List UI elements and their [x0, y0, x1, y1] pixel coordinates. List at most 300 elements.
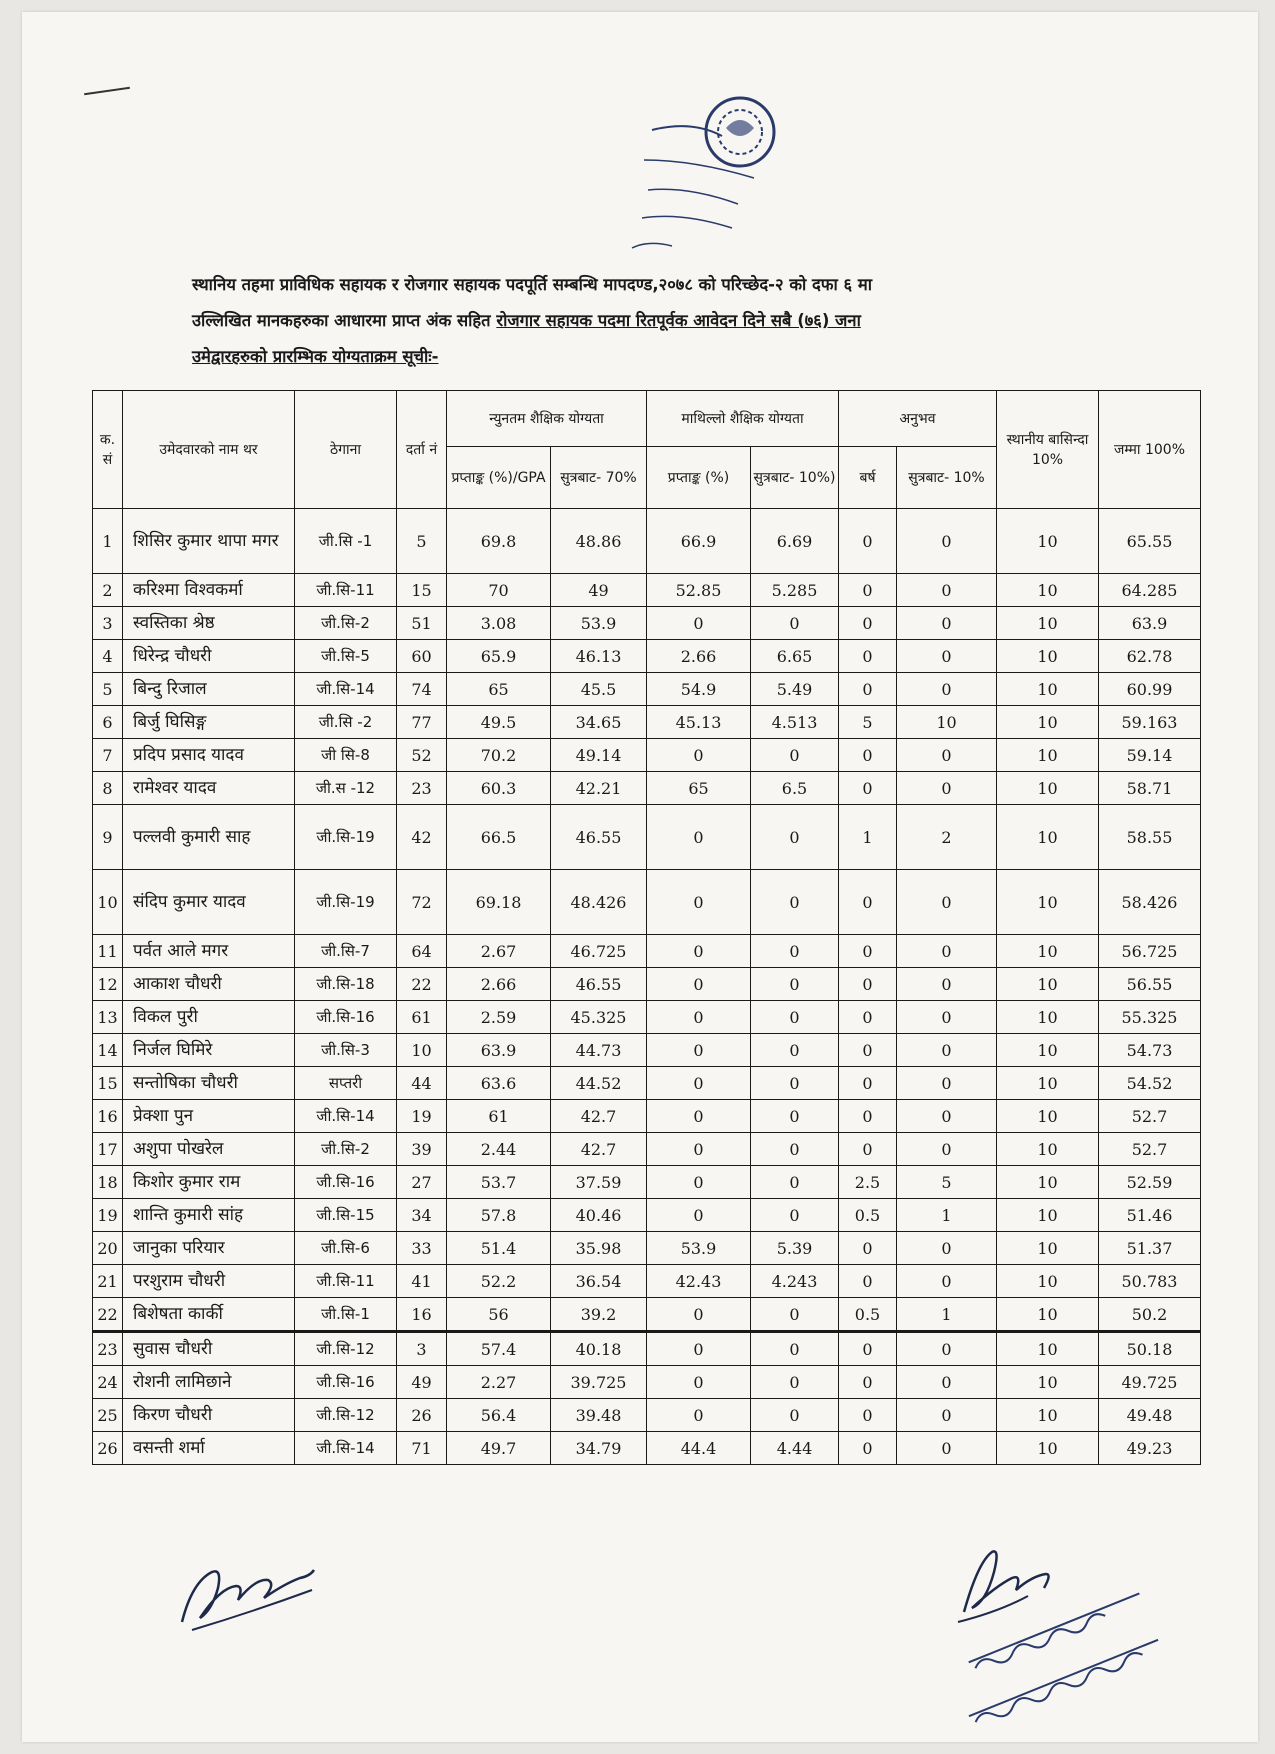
- header-reg-no: दर्ता नं: [397, 391, 447, 509]
- cell-sn: 25: [93, 1399, 123, 1432]
- table-row: [93, 1399, 1201, 1432]
- cell-high-pct: 0: [647, 1166, 751, 1199]
- cell-min-pct: 63.9: [447, 1034, 551, 1067]
- table-row: [93, 673, 1201, 706]
- cell-min-pct: 70: [447, 574, 551, 607]
- cell-reg-no: 3: [397, 1332, 447, 1366]
- cell-name: प्रेक्शा पुन: [123, 1100, 295, 1133]
- cell-total: 65.55: [1099, 509, 1201, 574]
- cell-total: 54.73: [1099, 1034, 1201, 1067]
- intro-line-1: स्थानिय तहमा प्राविधिक सहायक र रोजगार सहायक पदपूर्ति सम्बन्धि मापदण्ड,२०७८ को परिच्छेद-२ को दफा ६ मा: [192, 275, 872, 294]
- cell-high-pct: 42.43: [647, 1265, 751, 1298]
- table-row: [93, 1199, 1201, 1232]
- cell-sn: 14: [93, 1034, 123, 1067]
- cell-high-score: 0: [751, 1001, 839, 1034]
- cell-name: अशुपा पोखरेल: [123, 1133, 295, 1166]
- cell-min-score: 46.55: [551, 805, 647, 870]
- cell-local: 10: [997, 1067, 1099, 1100]
- cell-local: 10: [997, 805, 1099, 870]
- cell-local: 10: [997, 640, 1099, 673]
- cell-min-score: 42.7: [551, 1133, 647, 1166]
- cell-local: 10: [997, 935, 1099, 968]
- cell-min-score: 39.725: [551, 1366, 647, 1399]
- cell-min-pct: 69.18: [447, 870, 551, 935]
- cell-high-pct: 0: [647, 1067, 751, 1100]
- cell-reg-no: 60: [397, 640, 447, 673]
- cell-min-pct: 69.8: [447, 509, 551, 574]
- table-row: [93, 509, 1201, 574]
- cell-min-pct: 56: [447, 1298, 551, 1332]
- cell-name: संदिप कुमार यादव: [123, 870, 295, 935]
- cell-exp-years: 0: [839, 1332, 897, 1366]
- table-row: [93, 870, 1201, 935]
- cell-high-pct: 0: [647, 805, 751, 870]
- cell-total: 62.78: [1099, 640, 1201, 673]
- cell-reg-no: 44: [397, 1067, 447, 1100]
- cell-reg-no: 22: [397, 968, 447, 1001]
- header-formula-10: सुत्रबाट- 10%): [751, 447, 839, 509]
- cell-high-score: 0: [751, 870, 839, 935]
- cell-total: 64.285: [1099, 574, 1201, 607]
- cell-address: जी सि-8: [295, 739, 397, 772]
- header-address: ठेगाना: [295, 391, 397, 509]
- cell-reg-no: 5: [397, 509, 447, 574]
- cell-min-pct: 63.6: [447, 1067, 551, 1100]
- cell-exp-years: 0: [839, 870, 897, 935]
- table-row: [93, 574, 1201, 607]
- cell-exp-score: 0: [897, 1399, 997, 1432]
- cell-exp-score: 0: [897, 870, 997, 935]
- cell-name: किशोर कुमार राम: [123, 1166, 295, 1199]
- cell-min-pct: 51.4: [447, 1232, 551, 1265]
- cell-address: जी.सि-12: [295, 1332, 397, 1366]
- cell-high-pct: 52.85: [647, 574, 751, 607]
- cell-high-score: 0: [751, 1067, 839, 1100]
- cell-sn: 23: [93, 1332, 123, 1366]
- cell-name: शान्ति कुमारी सांह: [123, 1199, 295, 1232]
- cell-local: 10: [997, 1199, 1099, 1232]
- table-row: [93, 1366, 1201, 1399]
- cell-exp-score: 0: [897, 968, 997, 1001]
- cell-local: 10: [997, 1332, 1099, 1366]
- cell-exp-years: 0.5: [839, 1199, 897, 1232]
- cell-sn: 26: [93, 1432, 123, 1465]
- cell-min-pct: 49.5: [447, 706, 551, 739]
- cell-high-pct: 0: [647, 739, 751, 772]
- cell-sn: 16: [93, 1100, 123, 1133]
- cell-exp-years: 0: [839, 1001, 897, 1034]
- cell-high-score: 0: [751, 1034, 839, 1067]
- table-row: [93, 1298, 1201, 1332]
- cell-exp-score: 2: [897, 805, 997, 870]
- intro-line-3-underlined: उमेद्वारहरुको प्रारम्भिक योग्यताक्रम सूचीः-: [192, 347, 439, 366]
- cell-sn: 2: [93, 574, 123, 607]
- header-sn: क. सं: [93, 391, 123, 509]
- cell-reg-no: 33: [397, 1232, 447, 1265]
- cell-address: जी.सि-14: [295, 673, 397, 706]
- cell-total: 59.163: [1099, 706, 1201, 739]
- cell-high-score: 0: [751, 1366, 839, 1399]
- cell-min-pct: 3.08: [447, 607, 551, 640]
- table-row: [93, 1332, 1201, 1366]
- cell-high-score: 0: [751, 1332, 839, 1366]
- cell-exp-years: 1: [839, 805, 897, 870]
- cell-local: 10: [997, 574, 1099, 607]
- cell-high-pct: 44.4: [647, 1432, 751, 1465]
- cell-high-pct: 54.9: [647, 673, 751, 706]
- cell-address: जी.सि-16: [295, 1366, 397, 1399]
- cell-sn: 20: [93, 1232, 123, 1265]
- cell-address: जी.सि-1: [295, 1298, 397, 1332]
- cell-sn: 15: [93, 1067, 123, 1100]
- cell-total: 50.783: [1099, 1265, 1201, 1298]
- header-formula-10-exp: सुत्रबाट- 10%: [897, 447, 997, 509]
- header-formula-70: सुत्रबाट- 70%: [551, 447, 647, 509]
- cell-high-score: 0: [751, 1199, 839, 1232]
- cell-exp-score: 1: [897, 1199, 997, 1232]
- cell-reg-no: 26: [397, 1399, 447, 1432]
- cell-reg-no: 71: [397, 1432, 447, 1465]
- cell-min-pct: 57.4: [447, 1332, 551, 1366]
- cell-exp-score: 0: [897, 1133, 997, 1166]
- cell-exp-score: 0: [897, 935, 997, 968]
- cell-min-score: 48.426: [551, 870, 647, 935]
- table-row: [93, 1232, 1201, 1265]
- merit-list-table: [92, 390, 1201, 1465]
- cell-total: 63.9: [1099, 607, 1201, 640]
- cell-high-pct: 0: [647, 1399, 751, 1432]
- table-row: [93, 739, 1201, 772]
- cell-high-score: 6.5: [751, 772, 839, 805]
- cell-total: 49.23: [1099, 1432, 1201, 1465]
- cell-local: 10: [997, 1232, 1099, 1265]
- cell-high-score: 0: [751, 1166, 839, 1199]
- cell-min-score: 49: [551, 574, 647, 607]
- cell-sn: 24: [93, 1366, 123, 1399]
- cell-high-pct: 0: [647, 1298, 751, 1332]
- cell-high-score: 6.65: [751, 640, 839, 673]
- cell-sn: 17: [93, 1133, 123, 1166]
- cell-min-score: 49.14: [551, 739, 647, 772]
- cell-reg-no: 64: [397, 935, 447, 968]
- cell-sn: 12: [93, 968, 123, 1001]
- notice-intro: [192, 267, 1152, 375]
- cell-name: जानुका परियार: [123, 1232, 295, 1265]
- cell-address: जी.सि-2: [295, 1133, 397, 1166]
- cell-name: परशुराम चौधरी: [123, 1265, 295, 1298]
- cell-address: सप्तरी: [295, 1067, 397, 1100]
- cell-reg-no: 34: [397, 1199, 447, 1232]
- cell-total: 56.55: [1099, 968, 1201, 1001]
- cell-exp-years: 0: [839, 1100, 897, 1133]
- table-row: [93, 607, 1201, 640]
- cell-min-pct: 2.59: [447, 1001, 551, 1034]
- cell-exp-years: 0: [839, 607, 897, 640]
- table-row: [93, 1067, 1201, 1100]
- cell-exp-score: 0: [897, 1034, 997, 1067]
- header-name: उमेदवारको नाम थर: [123, 391, 295, 509]
- cell-total: 59.14: [1099, 739, 1201, 772]
- cell-total: 60.99: [1099, 673, 1201, 706]
- cell-address: जी.सि-14: [295, 1432, 397, 1465]
- table-row: [93, 1133, 1201, 1166]
- cell-sn: 19: [93, 1199, 123, 1232]
- cell-high-pct: 53.9: [647, 1232, 751, 1265]
- cell-local: 10: [997, 509, 1099, 574]
- cell-reg-no: 51: [397, 607, 447, 640]
- cell-address: जी.स -12: [295, 772, 397, 805]
- cell-address: जी.सि-18: [295, 968, 397, 1001]
- cell-total: 52.7: [1099, 1100, 1201, 1133]
- cell-high-score: 0: [751, 968, 839, 1001]
- cell-exp-years: 0: [839, 1265, 897, 1298]
- cell-address: जी.सि-19: [295, 870, 397, 935]
- cell-name: किरण चौधरी: [123, 1399, 295, 1432]
- cell-total: 58.71: [1099, 772, 1201, 805]
- cell-high-score: 5.285: [751, 574, 839, 607]
- cell-high-pct: 0: [647, 1133, 751, 1166]
- cell-exp-years: 0: [839, 509, 897, 574]
- cell-exp-score: 0: [897, 1100, 997, 1133]
- cell-high-pct: 0: [647, 1001, 751, 1034]
- cell-exp-years: 0: [839, 640, 897, 673]
- cell-name: वसन्ती शर्मा: [123, 1432, 295, 1465]
- cell-exp-score: 5: [897, 1166, 997, 1199]
- cell-local: 10: [997, 1298, 1099, 1332]
- cell-high-score: 0: [751, 1100, 839, 1133]
- table-row: [93, 706, 1201, 739]
- cell-high-score: 4.513: [751, 706, 839, 739]
- cell-total: 52.7: [1099, 1133, 1201, 1166]
- cell-exp-score: 0: [897, 673, 997, 706]
- cell-min-pct: 56.4: [447, 1399, 551, 1432]
- cell-sn: 22: [93, 1298, 123, 1332]
- cell-exp-years: 0.5: [839, 1298, 897, 1332]
- cell-local: 10: [997, 772, 1099, 805]
- cell-address: जी.सि-19: [295, 805, 397, 870]
- cell-total: 49.48: [1099, 1399, 1201, 1432]
- cell-total: 50.2: [1099, 1298, 1201, 1332]
- cell-local: 10: [997, 1100, 1099, 1133]
- cell-address: जी.सि-16: [295, 1001, 397, 1034]
- cell-sn: 5: [93, 673, 123, 706]
- cell-exp-score: 0: [897, 1067, 997, 1100]
- cell-min-score: 40.46: [551, 1199, 647, 1232]
- cell-exp-years: 0: [839, 968, 897, 1001]
- cell-high-score: 4.44: [751, 1432, 839, 1465]
- cell-reg-no: 27: [397, 1166, 447, 1199]
- cell-name: पल्लवी कुमारी साह: [123, 805, 295, 870]
- cell-min-score: 46.725: [551, 935, 647, 968]
- table-row: [93, 968, 1201, 1001]
- cell-min-pct: 57.8: [447, 1199, 551, 1232]
- cell-local: 10: [997, 1432, 1099, 1465]
- cell-min-score: 34.65: [551, 706, 647, 739]
- cell-total: 56.725: [1099, 935, 1201, 968]
- cell-min-score: 45.325: [551, 1001, 647, 1034]
- cell-address: जी.सि-11: [295, 1265, 397, 1298]
- cell-total: 58.426: [1099, 870, 1201, 935]
- cell-high-score: 0: [751, 607, 839, 640]
- document-page: [22, 12, 1258, 1742]
- cell-exp-years: 0: [839, 1232, 897, 1265]
- table-row: [93, 1034, 1201, 1067]
- cell-min-pct: 65.9: [447, 640, 551, 673]
- cell-high-pct: 0: [647, 1199, 751, 1232]
- cell-reg-no: 15: [397, 574, 447, 607]
- cell-local: 10: [997, 870, 1099, 935]
- cell-exp-score: 0: [897, 1432, 997, 1465]
- cell-sn: 8: [93, 772, 123, 805]
- cell-exp-score: 0: [897, 1366, 997, 1399]
- cell-sn: 11: [93, 935, 123, 968]
- cell-sn: 4: [93, 640, 123, 673]
- cell-name: निर्जल घिमिरे: [123, 1034, 295, 1067]
- cell-min-pct: 66.5: [447, 805, 551, 870]
- cell-min-pct: 2.27: [447, 1366, 551, 1399]
- cell-sn: 21: [93, 1265, 123, 1298]
- cell-reg-no: 72: [397, 870, 447, 935]
- cell-exp-years: 2.5: [839, 1166, 897, 1199]
- intro-line-2: [192, 303, 1152, 339]
- cell-total: 58.55: [1099, 805, 1201, 870]
- header-obtained-pct: प्रप्ताङ्क (%): [647, 447, 751, 509]
- table-row: [93, 805, 1201, 870]
- cell-total: 51.37: [1099, 1232, 1201, 1265]
- cell-exp-years: 0: [839, 1366, 897, 1399]
- cell-exp-score: 0: [897, 607, 997, 640]
- cell-sn: 18: [93, 1166, 123, 1199]
- cell-min-pct: 2.44: [447, 1133, 551, 1166]
- cell-exp-years: 0: [839, 739, 897, 772]
- cell-exp-score: 0: [897, 739, 997, 772]
- cell-exp-years: 0: [839, 772, 897, 805]
- cell-min-pct: 2.67: [447, 935, 551, 968]
- cell-name: सुवास चौधरी: [123, 1332, 295, 1366]
- cell-min-pct: 53.7: [447, 1166, 551, 1199]
- cell-high-score: 0: [751, 805, 839, 870]
- cell-name: रोशनी लामिछाने: [123, 1366, 295, 1399]
- cell-name: पर्वत आले मगर: [123, 935, 295, 968]
- cell-exp-years: 0: [839, 1432, 897, 1465]
- cell-address: जी.सि-12: [295, 1399, 397, 1432]
- cell-min-score: 36.54: [551, 1265, 647, 1298]
- cell-min-pct: 49.7: [447, 1432, 551, 1465]
- header-years: बर्ष: [839, 447, 897, 509]
- cell-high-pct: 0: [647, 968, 751, 1001]
- intro-line-3: [192, 339, 1152, 375]
- cell-name: विकल पुरी: [123, 1001, 295, 1034]
- cell-name: सन्तोषिका चौधरी: [123, 1067, 295, 1100]
- cell-min-score: 40.18: [551, 1332, 647, 1366]
- cell-min-score: 45.5: [551, 673, 647, 706]
- cell-high-pct: 0: [647, 1100, 751, 1133]
- cell-reg-no: 74: [397, 673, 447, 706]
- cell-min-score: 39.48: [551, 1399, 647, 1432]
- cell-exp-score: 0: [897, 1332, 997, 1366]
- cell-exp-score: 1: [897, 1298, 997, 1332]
- header-min-qualification: न्युनतम शैक्षिक योग्यता: [447, 391, 647, 447]
- pen-mark: [84, 87, 130, 95]
- cell-min-pct: 65: [447, 673, 551, 706]
- cell-address: जी.सि-16: [295, 1166, 397, 1199]
- cell-min-score: 39.2: [551, 1298, 647, 1332]
- cell-sn: 9: [93, 805, 123, 870]
- cell-high-pct: 0: [647, 935, 751, 968]
- table-row: [93, 1001, 1201, 1034]
- intro-line-2-underlined: रोजगार सहायक पदमा रितपूर्वक आवेदन दिने सबै (७६) जना: [496, 311, 861, 330]
- cell-high-score: 0: [751, 1399, 839, 1432]
- cell-name: धिरेन्द्र चौधरी: [123, 640, 295, 673]
- cell-min-score: 42.21: [551, 772, 647, 805]
- cell-exp-years: 0: [839, 1133, 897, 1166]
- cell-high-score: 0: [751, 935, 839, 968]
- cell-local: 10: [997, 1001, 1099, 1034]
- cell-min-score: 34.79: [551, 1432, 647, 1465]
- header-experience: अनुभव: [839, 391, 997, 447]
- cell-reg-no: 52: [397, 739, 447, 772]
- cell-reg-no: 23: [397, 772, 447, 805]
- cell-high-score: 4.243: [751, 1265, 839, 1298]
- cell-name: स्वस्तिका श्रेष्ठ: [123, 607, 295, 640]
- cell-high-pct: 0: [647, 607, 751, 640]
- cell-address: जी.सि-2: [295, 607, 397, 640]
- cell-exp-score: 10: [897, 706, 997, 739]
- office-seal-stamp: [622, 90, 802, 270]
- cell-high-score: 0: [751, 1298, 839, 1332]
- table-row: [93, 1432, 1201, 1465]
- cell-reg-no: 41: [397, 1265, 447, 1298]
- cell-exp-years: 5: [839, 706, 897, 739]
- cell-min-score: 48.86: [551, 509, 647, 574]
- cell-address: जी.सि-14: [295, 1100, 397, 1133]
- header-higher-qualification: माथिल्लो शैक्षिक योग्यता: [647, 391, 839, 447]
- cell-high-pct: 45.13: [647, 706, 751, 739]
- cell-exp-score: 0: [897, 1001, 997, 1034]
- table-row: [93, 772, 1201, 805]
- cell-local: 10: [997, 1366, 1099, 1399]
- cell-address: जी.सि-15: [295, 1199, 397, 1232]
- cell-reg-no: 77: [397, 706, 447, 739]
- cell-name: बिशेषता कार्की: [123, 1298, 295, 1332]
- cell-exp-score: 0: [897, 640, 997, 673]
- cell-exp-years: 0: [839, 1067, 897, 1100]
- cell-total: 54.52: [1099, 1067, 1201, 1100]
- cell-total: 52.59: [1099, 1166, 1201, 1199]
- cell-local: 10: [997, 1133, 1099, 1166]
- cell-exp-years: 0: [839, 935, 897, 968]
- header-total: जम्मा 100%: [1099, 391, 1201, 509]
- cell-address: जी.सि-5: [295, 640, 397, 673]
- cell-high-score: 5.39: [751, 1232, 839, 1265]
- cell-min-pct: 60.3: [447, 772, 551, 805]
- cell-total: 55.325: [1099, 1001, 1201, 1034]
- cell-local: 10: [997, 1166, 1099, 1199]
- cell-address: जी.सि-3: [295, 1034, 397, 1067]
- cell-min-pct: 52.2: [447, 1265, 551, 1298]
- cell-min-score: 46.13: [551, 640, 647, 673]
- cell-name: आकाश चौधरी: [123, 968, 295, 1001]
- cell-reg-no: 42: [397, 805, 447, 870]
- cell-high-pct: 66.9: [647, 509, 751, 574]
- cell-address: जी.सि-11: [295, 574, 397, 607]
- cell-exp-score: 0: [897, 1265, 997, 1298]
- cell-reg-no: 16: [397, 1298, 447, 1332]
- cell-name: करिश्मा विश्वकर्मा: [123, 574, 295, 607]
- cell-min-score: 37.59: [551, 1166, 647, 1199]
- cell-reg-no: 19: [397, 1100, 447, 1133]
- cell-local: 10: [997, 1399, 1099, 1432]
